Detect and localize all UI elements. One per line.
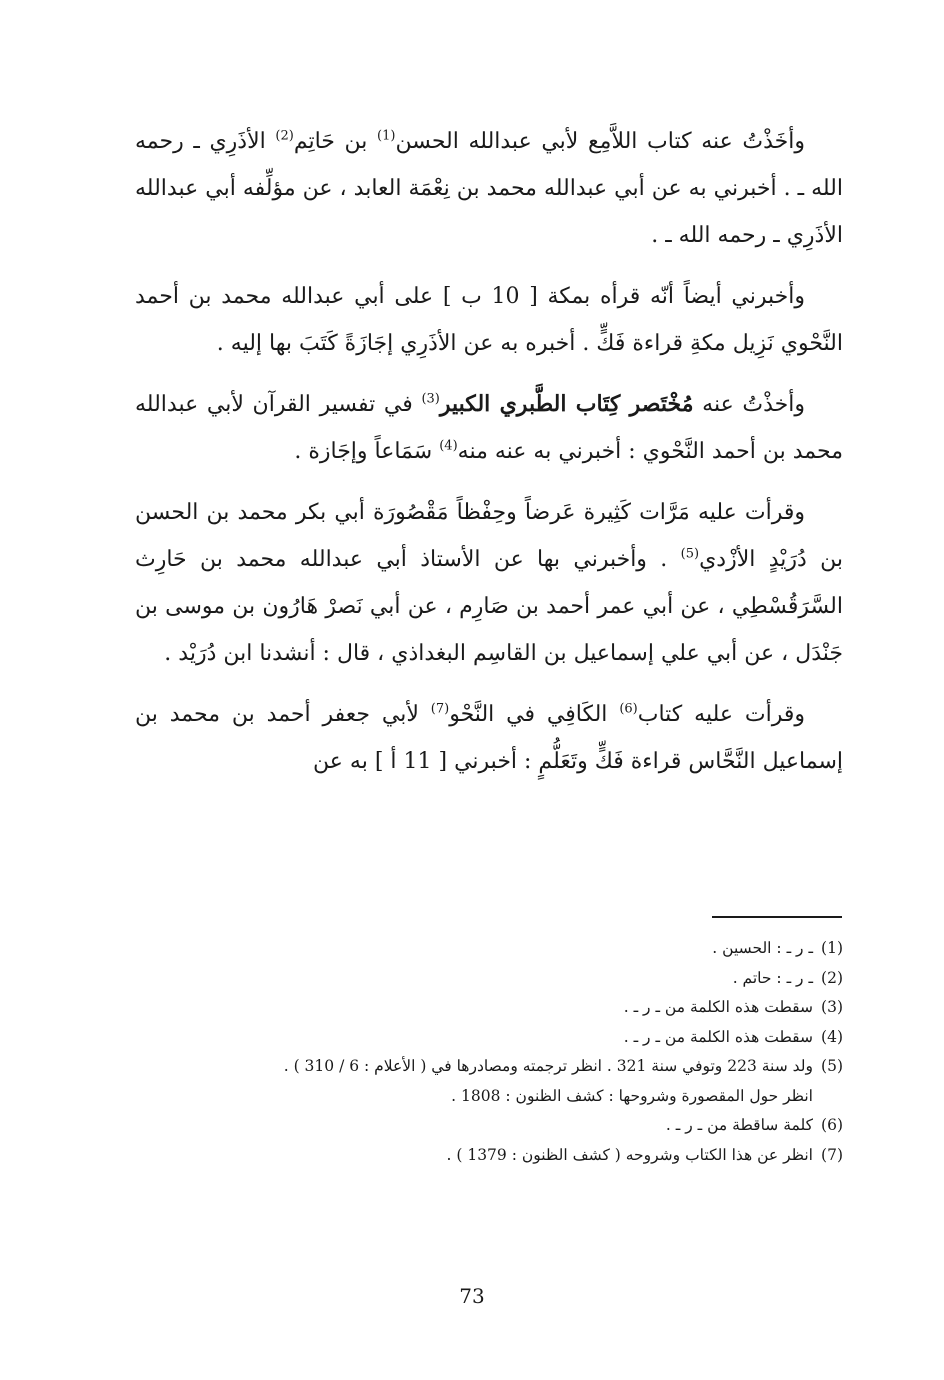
footnote-ref: (6) <box>619 701 638 717</box>
text-run: وأخَذْتُ عنه كتاب اللاَّمِع لأبي عبدالله الحسن <box>395 129 805 154</box>
footnote-number <box>813 1082 843 1112</box>
paragraph <box>135 381 843 475</box>
footnote-text: ـ ر ـ : حاتم . <box>732 968 813 987</box>
paragraph <box>135 489 843 677</box>
footnote-ref: (3) <box>421 391 440 407</box>
text-run: وقرأت عليه مَرَّات كَثِيرة عَرضاً وحِفْظاً مَقْصُورَة أبي بكر محمد بن الحسن بن دُرَيْدٍ الأزْدي <box>135 500 844 572</box>
main-text <box>135 118 843 799</box>
footnote-ref: (5) <box>680 546 700 562</box>
footnote-text: ولد سنة 223 وتوفي سنة 321 . انظر ترجمته ومصادرها في ( الأعلام : 6 / 310 ) . <box>283 1057 813 1075</box>
footnote-text: ـ ر ـ : الحسين . <box>712 939 813 957</box>
text-run: لأبي جعفر أحمد بن محمد بن إسماعيل النَّحَّاس قراءة فَكٍّ وتَعَلُّمٍ : أخبرني [ 11 أ ] به عن <box>135 702 843 774</box>
footnote-number: (1) <box>821 939 843 957</box>
footnote-ref: (4) <box>439 438 458 454</box>
footnote-number: (4) <box>821 1027 843 1046</box>
footnote <box>135 1082 843 1112</box>
footnote-ref: (2) <box>275 128 294 144</box>
text-run: سَمَاعاً وإجَازة . <box>294 439 440 464</box>
text-run: وأخبرني أيضاً أنّه قرأه بمكة [ 10 ب ] على أبي عبدالله محمد بن أحمد النَّحْوي نَزِيل مكةِ قراءة فَكٍّ . أخبره به عن الأذَرِي إجَازَةً كَتَبَ بها إليه . <box>135 284 843 356</box>
footnote-text: كلمة ساقطة من ـ ر ـ . <box>665 1116 813 1134</box>
footnote-ref: (1) <box>377 128 396 144</box>
footnote <box>135 993 843 1023</box>
footnote-number: (7) <box>821 1145 843 1164</box>
text-run: وأخذْتُ عنه <box>693 392 805 417</box>
footnote-number: (6) <box>821 1116 843 1134</box>
footnote <box>135 1111 843 1141</box>
paragraph <box>135 118 843 259</box>
book-title: مُخْتَصر كِتَاب الطَّبري الكبير <box>439 391 694 417</box>
footnote-separator <box>712 916 842 918</box>
footnote-number: (3) <box>821 998 843 1016</box>
footnote-number: (5) <box>821 1057 843 1075</box>
footnote <box>135 1141 843 1171</box>
footnote <box>135 964 843 994</box>
footnote <box>135 1023 843 1053</box>
text-run: في تفسير القرآن لأبي عبدالله محمد بن أحمد النَّحْوي : أخبرني به عنه منه <box>135 392 843 464</box>
text-run: وقرأت عليه كتاب <box>637 702 806 727</box>
footnote-text: انظر عن هذا الكتاب وشروحه ( كشف الظنون : 1379 ) . <box>446 1145 813 1164</box>
text-run: الأذَرِي ـ رحمه الله ـ . أخبرني به عن أبي عبدالله محمد بن نِعْمَة العابد ، عن مؤلِّفه أبي عبدالله الأذَرِي ـ رحمه الله ـ . <box>135 129 843 248</box>
footnote <box>135 1052 843 1082</box>
footnotes <box>135 934 843 1170</box>
footnote-text: انظر حول المقصورة وشروحها : كشف الظنون : 1808 . <box>451 1086 813 1105</box>
text-run: بن حَاتِم <box>293 129 378 154</box>
footnote-ref: (7) <box>430 701 450 717</box>
paragraph <box>135 273 843 367</box>
footnote-text: سقطت هذه الكلمة من ـ ر ـ . <box>623 1027 813 1046</box>
text-run: . وأخبرني بها عن الأستاذ أبي عبدالله محمد بن حَارِث السَّرَقُسْطِي ، عن أبي عمر أحمد بن صَارِم ، عن أبي نَصرْ هَارُون بن موسى بن جَنْدَل ، عن أبي علي إسماعيل بن القاسِم البغداذي ، قال : أنشدنا ابن دُرَيْد . <box>135 547 843 666</box>
page-number: 73 <box>459 1284 485 1308</box>
text-run: الكَافِي في النَّحْو <box>449 702 620 727</box>
paragraph <box>135 691 843 785</box>
footnote-text: سقطت هذه الكلمة من ـ ر ـ . <box>623 998 813 1016</box>
footnote <box>135 934 843 964</box>
footnote-number: (2) <box>821 968 843 987</box>
